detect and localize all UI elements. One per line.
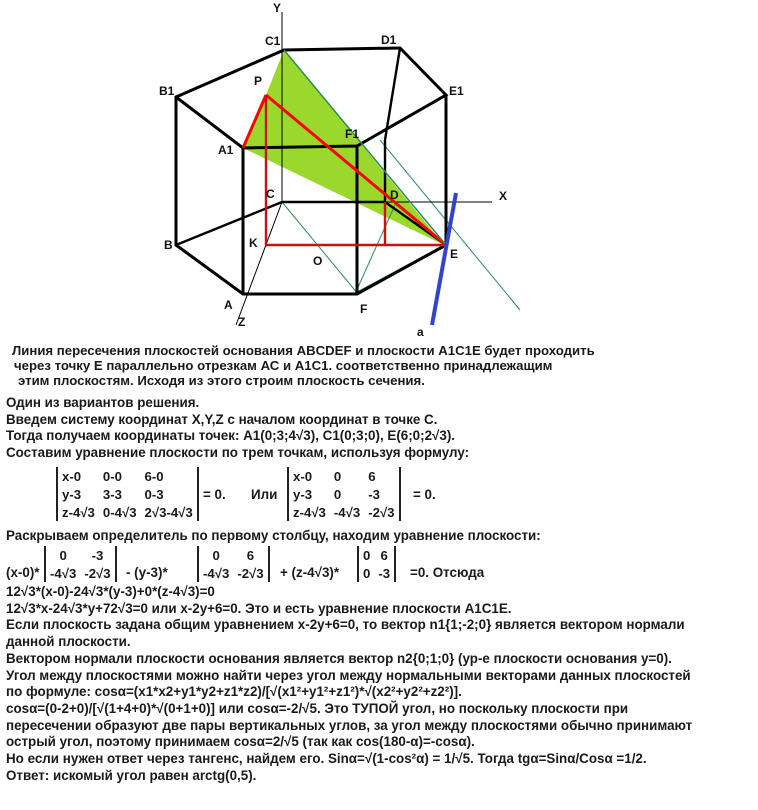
det1-cell: y-3: [62, 486, 82, 502]
minor3-cell: 0: [363, 565, 371, 581]
det2-cell: z-4√3: [293, 504, 326, 520]
intro-line: Линия пересечения плоскостей основания ABCDEF и плоскости A1C1E будет проходить: [12, 343, 595, 358]
text-line: Составим уравнение плоскости по трем точкам, используя формулу:: [6, 445, 470, 461]
det2-cell: 0: [333, 468, 342, 484]
label-D1: D1: [381, 33, 397, 47]
determinant-1: [56, 467, 199, 521]
minor-1: [44, 546, 117, 582]
minor2-cell: 0: [212, 547, 220, 563]
minor3-cell: 0: [363, 547, 371, 563]
minor3-cell: 6: [380, 547, 388, 563]
det1-cell: 0-4√3: [102, 504, 137, 520]
label-B1: B1: [159, 84, 175, 98]
answer-line: Ответ: искомый угол равен arctg(0,5).: [6, 767, 257, 783]
text-line: cosα=(0-2+0)/[√(1+4+0)*√(0+1+0)] или cosα=-2/√5. Это ТУПОЙ угол, но поскольку плоскости при: [6, 700, 629, 716]
text-line: Если плоскость задана общим уравнением x-2y+6=0, то вектор n1{1;-2;0} является вектором нормали: [6, 617, 685, 633]
det2-cell: y-3: [293, 486, 313, 502]
det1-cell: z-4√3: [62, 504, 95, 520]
det2-cell: x-0: [293, 468, 313, 484]
minor2-cell: -4√3: [203, 565, 230, 581]
det2-cell: -4√3: [333, 504, 361, 520]
label-F1: F1: [345, 127, 360, 141]
label-C1: C1: [265, 34, 281, 48]
label-F: F: [360, 302, 368, 316]
text-line: 12√3*(x-0)-24√3*(y-3)+0*(z-4√3)=0: [6, 584, 215, 599]
minor-3: [357, 546, 396, 582]
det1-cell: 0-0: [102, 468, 122, 484]
det2-equals: = 0.: [413, 487, 436, 502]
minor1-cell: -3: [91, 547, 104, 563]
label-a: a: [417, 325, 424, 339]
minor1-cell: -2√3: [84, 565, 111, 581]
det1-cell: x-0: [62, 468, 82, 484]
label-Y: Y: [273, 1, 282, 15]
det1-equals: = 0.: [203, 487, 226, 502]
text-line: Раскрываем определитель по первому столбцу, находим уравнение плоскости:: [6, 528, 541, 543]
label-X: X: [499, 189, 508, 203]
minor-2: [197, 546, 270, 582]
expansion-term-1: (x-0)*: [6, 565, 40, 580]
label-Z: Z: [238, 315, 246, 329]
text-line: Угол между плоскостями можно найти через угол между нормальными векторами данных плоскостей: [6, 667, 691, 683]
det1-cell: 2√3-4√3: [144, 504, 193, 520]
label-C: C: [266, 187, 275, 201]
label-A1: A1: [218, 143, 234, 157]
intro-line: этим плоскостям. Исходя из этого строим плоскость сечения.: [18, 373, 425, 388]
minor1-cell: -4√3: [50, 565, 77, 581]
solution-heading-block: [6, 395, 754, 462]
label-B: B: [164, 238, 173, 252]
minor2-cell: -2√3: [237, 565, 264, 581]
det2-cell: -3: [368, 486, 380, 502]
determinant-2: [287, 467, 401, 521]
label-K: K: [249, 236, 258, 250]
det1-cell: 3-3: [102, 486, 122, 502]
label-E: E: [450, 247, 459, 261]
expand-line: [6, 528, 754, 545]
expansion-term-3: + (z-4√3)*: [280, 565, 340, 580]
label-P: P: [254, 74, 263, 88]
text-line: Вектором нормали плоскости основания является вектор n2{0;1;0} (ур-е плоскости основания y=0).: [6, 650, 672, 666]
det2-cell: -2√3: [368, 504, 395, 520]
det2-cell: 0: [333, 486, 342, 502]
minor2-cell: 6: [246, 547, 255, 563]
minor1-cell: 0: [59, 547, 67, 563]
text-line: 12√3*x-24√3*y+72√3=0 или x-2y+6=0. Это и есть уравнение плоскости A1C1E.: [6, 600, 512, 616]
expansion-term-4: =0. Отсюда: [410, 565, 485, 580]
det1-cell: 6-0: [144, 468, 164, 484]
label-A: A: [224, 298, 233, 312]
text-line: Введем систему координат X,Y,Z с началом координат в точке С.: [6, 411, 438, 427]
hexagonal-prism-diagram: [0, 0, 758, 345]
label-E1: E1: [449, 84, 464, 98]
text-line: острый угол, поэтому принимаем cosα=2/√5 (так как cos(180-α)=-cosα).: [6, 734, 475, 750]
or-word: Или: [251, 487, 278, 502]
det1-cell: 0-3: [144, 486, 164, 502]
label-O: O: [313, 254, 323, 268]
text-line: пересечении образуют две пары вертикальных углов, за угол между плоскостями обычно принимают: [6, 717, 693, 733]
text-line: данной плоскости.: [6, 634, 131, 650]
text-line: Один из вариантов решения.: [6, 395, 200, 410]
minor3-cell: -3: [378, 565, 391, 581]
expansion-term-2: - (y-3)*: [126, 565, 168, 580]
intro-line: через точку Е параллельно отрезкам АС и A1C1. соответственно принадлежащим: [14, 358, 553, 373]
text-line: Но если нужен ответ через тангенс, найдем его. Sinα=√(1-cos²α) = 1/√5. Тогда tgα=Sinα/Cosα =1/2.: [6, 751, 647, 767]
solution-body: [6, 584, 754, 784]
label-D: D: [390, 188, 399, 202]
det2-cell: 6: [368, 468, 376, 484]
intro-paragraph: [12, 343, 595, 388]
text-line: Тогда получаем координаты точек: A1(0;3;4√3), C1(0;3;0), E(6;0;2√3).: [6, 428, 456, 444]
text-line: по формуле: cosα=(x1*x2+y1*y2+z1*z2)/[√(x1²+y1²+z1²)*√(x2²+y2²+z2²)].: [6, 684, 462, 700]
